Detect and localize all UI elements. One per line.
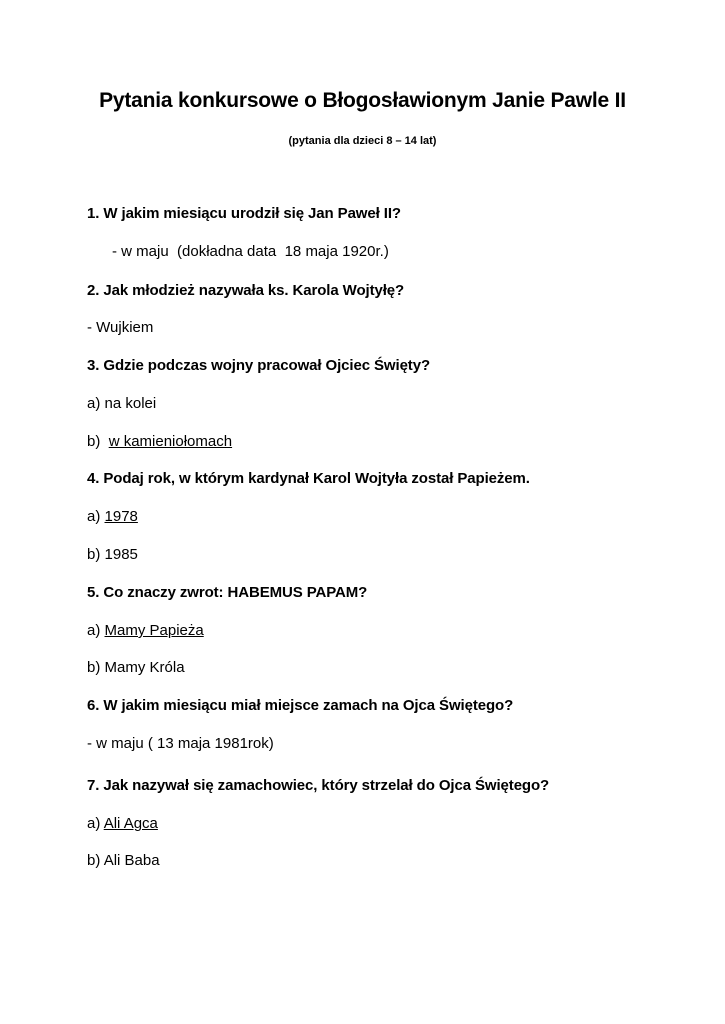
option-5b [87,658,185,678]
option-text-correct: Ali Agca [103,815,158,832]
answer-6: - w maju ( 13 maja 1981rok) [87,735,274,752]
option-prefix: a) [87,815,104,832]
answer-1: - w maju (dokładna data 18 maja 1920r.) [112,243,389,260]
option-prefix: b) [87,659,105,676]
question-4: 4. Podaj rok, w którym kardynał Karol Wojtyła został Papieżem. [87,470,530,487]
option-text: na kolei [104,395,157,412]
option-prefix: a) [87,508,105,525]
option-3b [87,432,232,452]
option-text-correct: w kamieniołomach [108,433,233,450]
option-text-correct: 1978 [104,508,138,525]
page-subtitle: (pytania dla dzieci 8 – 14 lat) [288,135,437,147]
option-7a [87,814,158,834]
option-prefix: a) [87,622,105,639]
page-title: Pytania konkursowe o Błogosławionym Janie Pawle II [99,89,626,112]
answer-2: - Wujkiem [87,319,154,336]
option-prefix: a) [87,395,105,412]
option-text: 1985 [104,546,138,563]
option-prefix: b) [87,852,104,869]
option-prefix: b) [87,433,109,450]
question-2: 2. Jak młodzież nazywała ks. Karola Wojtyłę? [87,282,405,299]
option-text: Mamy Króla [104,659,185,676]
option-5a [87,621,204,641]
question-3: 3. Gdzie podczas wojny pracował Ojciec Święty? [87,357,431,374]
question-1: 1. W jakim miesiącu urodził się Jan Paweł II? [87,205,401,222]
option-prefix: b) [87,546,105,563]
question-5: 5. Co znaczy zwrot: HABEMUS PAPAM? [87,584,368,601]
question-7: 7. Jak nazywał się zamachowiec, który strzelał do Ojca Świętego? [87,777,550,794]
option-4a [87,507,138,527]
option-7b [87,851,160,871]
question-6: 6. W jakim miesiącu miał miejsce zamach na Ojca Świętego? [87,697,514,714]
option-text-correct: Mamy Papieża [104,622,204,639]
option-4b [87,545,138,565]
option-text: Ali Baba [103,852,160,869]
option-3a [87,394,156,414]
